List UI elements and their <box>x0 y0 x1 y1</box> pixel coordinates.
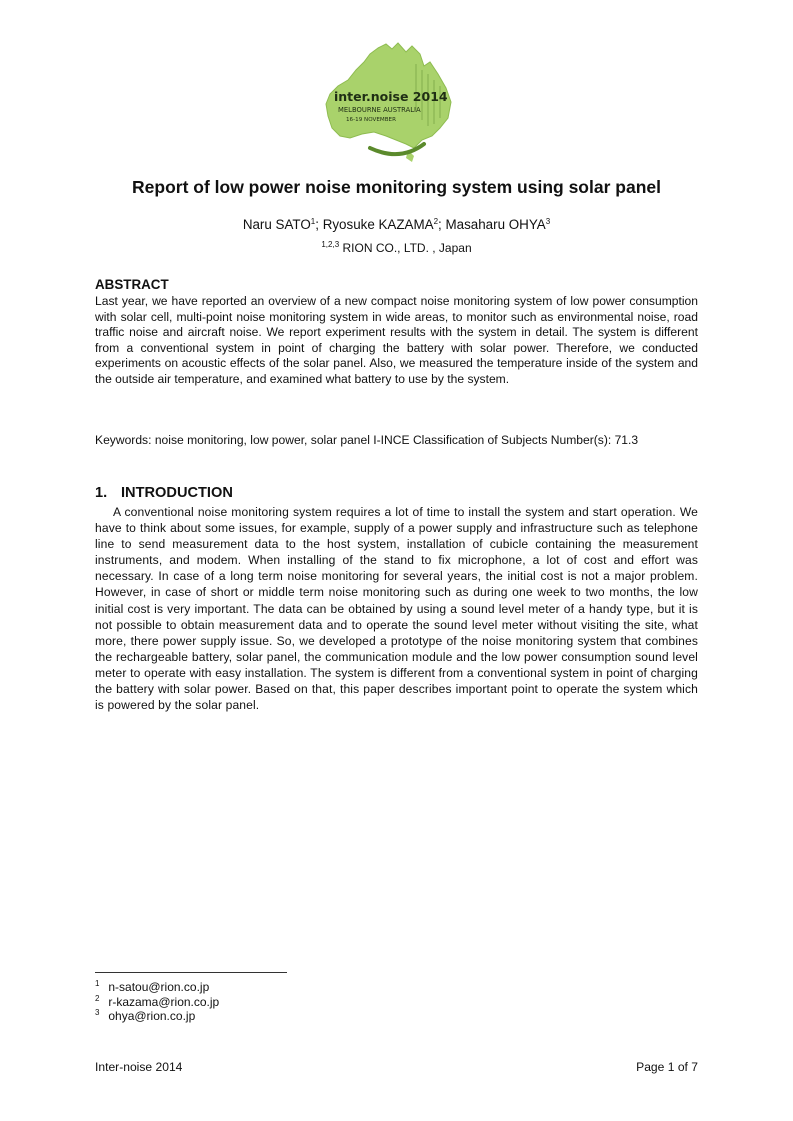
abstract-heading: ABSTRACT <box>95 277 169 292</box>
author-name: Masaharu OHYA <box>445 217 546 232</box>
footnote-email-link[interactable]: ohya@rion.co.jp <box>108 1009 196 1024</box>
paper-title: Report of low power noise monitoring system using solar panel <box>132 177 661 197</box>
logo-location: MELBOURNE AUSTRALIA <box>338 106 421 114</box>
footnote: $^2$ r-kazama@rion.co.jp <box>95 993 220 1009</box>
australia-map-icon <box>320 40 465 165</box>
footer-page-number: Page 1 of 7 <box>636 1060 698 1074</box>
author-list: Naru SATO$^1$; Ryosuke KAZAMA$^2$; Masaharu OHYA$^3$ <box>242 217 551 232</box>
affiliation-marks: 1,2,3 <box>321 240 340 249</box>
keywords: Keywords: noise monitoring, low power, solar panel I-INCE Classification of Subjects Number(s): 71.3 <box>95 433 639 447</box>
footnotes <box>95 980 219 1024</box>
section-number: 1. <box>95 485 108 501</box>
footnote-email-link[interactable]: n-satou@rion.co.jp <box>108 980 210 994</box>
author-mark: 1 <box>310 217 316 226</box>
footnote-divider <box>95 972 287 973</box>
footnote-email-link[interactable]: r-kazama@rion.co.jp <box>108 994 220 1009</box>
logo-title: inter.noise 2014 <box>334 89 448 104</box>
section-title: INTRODUCTION <box>121 485 233 501</box>
introduction-paragraph: A conventional noise monitoring system requires a lot of time to install the system and start operation. We have to think about some issues, for example, supply of a power supply and infrastructure such as telephone line to send measurement data to the host system, installation of cubicle containing the measurement instruments, and modem. When installing of the stand to fix microphone, a lot of cost and effort was necessary. In case of a long term noise monitoring for several years, the initial cost is not a major problem. However, in case of short or middle term noise monitoring such as during one week to two months, the low initial cost is very important. The data can be obtained by using a sound level meter of a handy type, but it is not possible to obtain measurement data and to operate the sound level meter without visiting the site, what more, there power supply issue. So, we developed a prototype of the noise monitoring system that combines the rechargeable battery, solar panel, the communication module and the low power consumption sound level meter to operate with easy installation. The system is different from a conventional system in point of charging the battery with solar power. Based on that, this paper describes important point to operate the system which is powered by the solar panel. <box>95 505 698 713</box>
author-mark: 3 <box>545 217 551 226</box>
footnote: $^1$ n-satou@rion.co.jp <box>95 979 210 994</box>
conference-logo <box>320 40 465 165</box>
abstract-text: Last year, we have reported an overview of a new compact noise monitoring system of low power consumption with solar cell, multi-point noise monitoring system in wide areas, to monitor such as environmental noise, road traffic noise and aircraft noise. We report experiment results with the system in detail. The system is different from a conventional system in point of charging the battery with solar power. Therefore, we conducted experiments on acoustic effects of the solar panel. Also, we measured the temperature inside of the system and the outside air temperature, and examined what battery to use by the system. <box>95 294 698 386</box>
author-name: Naru SATO <box>242 217 311 232</box>
footnote: $^3$ ohya@rion.co.jp <box>95 1008 196 1024</box>
footer-conference: Inter-noise 2014 <box>95 1060 183 1074</box>
affiliation-text: RION CO., LTD. , Japan <box>342 241 472 255</box>
logo-dates: 16-19 NOVEMBER <box>346 117 396 123</box>
author-name: Ryosuke KAZAMA <box>322 217 434 232</box>
section-heading <box>95 485 233 501</box>
affiliation <box>0 241 793 255</box>
author-mark: 2 <box>433 217 439 226</box>
